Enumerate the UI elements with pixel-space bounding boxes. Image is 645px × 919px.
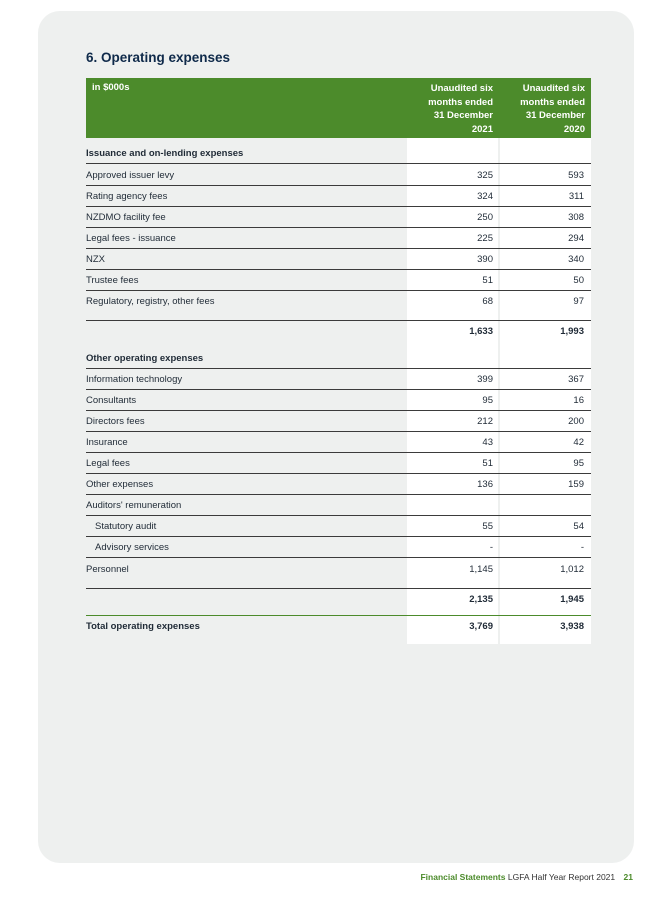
unit-label: in $000s [92, 82, 130, 93]
table-header [86, 78, 591, 138]
issuance-heading-row: Issuance and on-lending expenses [86, 143, 591, 164]
table-row: Other expenses 136 159 [86, 474, 591, 495]
table-row: Legal fees 51 95 [86, 453, 591, 474]
other-subtotal-row: 2,135 1,945 [469, 594, 584, 605]
column-header-2021: Unaudited six months ended 31 December 2021 [428, 83, 493, 135]
table-row: Consultants 95 16 [86, 390, 591, 411]
table-row: Directors fees 212 200 [86, 411, 591, 432]
table-row: Regulatory, registry, other fees 68 97 [86, 296, 584, 307]
footer-section: Financial Statements [420, 872, 506, 882]
issuance-subtotal-row: 1,633 1,993 [469, 326, 584, 337]
table-row: Trustee fees 51 50 [86, 270, 591, 291]
page-footer [420, 872, 633, 882]
table-row: NZX 390 340 [86, 249, 591, 270]
table-row: Advisory services - - [86, 537, 591, 558]
page-number: 21 [623, 872, 633, 882]
table-row: Approved issuer levy 325 593 [86, 165, 591, 186]
total-row: Total operating expenses 3,769 3,938 [86, 621, 584, 632]
table-row: Rating agency fees 324 311 [86, 186, 591, 207]
table-row: Information technology 399 367 [86, 369, 591, 390]
table-row: Insurance 43 42 [86, 432, 591, 453]
table-row: Personnel 1,145 1,012 [86, 564, 584, 575]
other-heading-row: Other operating expenses [86, 348, 591, 369]
table-row: Legal fees - issuance 225 294 [86, 228, 591, 249]
table-row: Auditors' remuneration [86, 495, 591, 516]
footer-report: LGFA Half Year Report 2021 [507, 872, 616, 882]
table-row: Statutory audit 55 54 [86, 516, 591, 537]
section-title: 6. Operating expenses [86, 50, 231, 65]
table-row: NZDMO facility fee 250 308 [86, 207, 591, 228]
column-header-2020: Unaudited six months ended 31 December 2020 [520, 83, 585, 135]
